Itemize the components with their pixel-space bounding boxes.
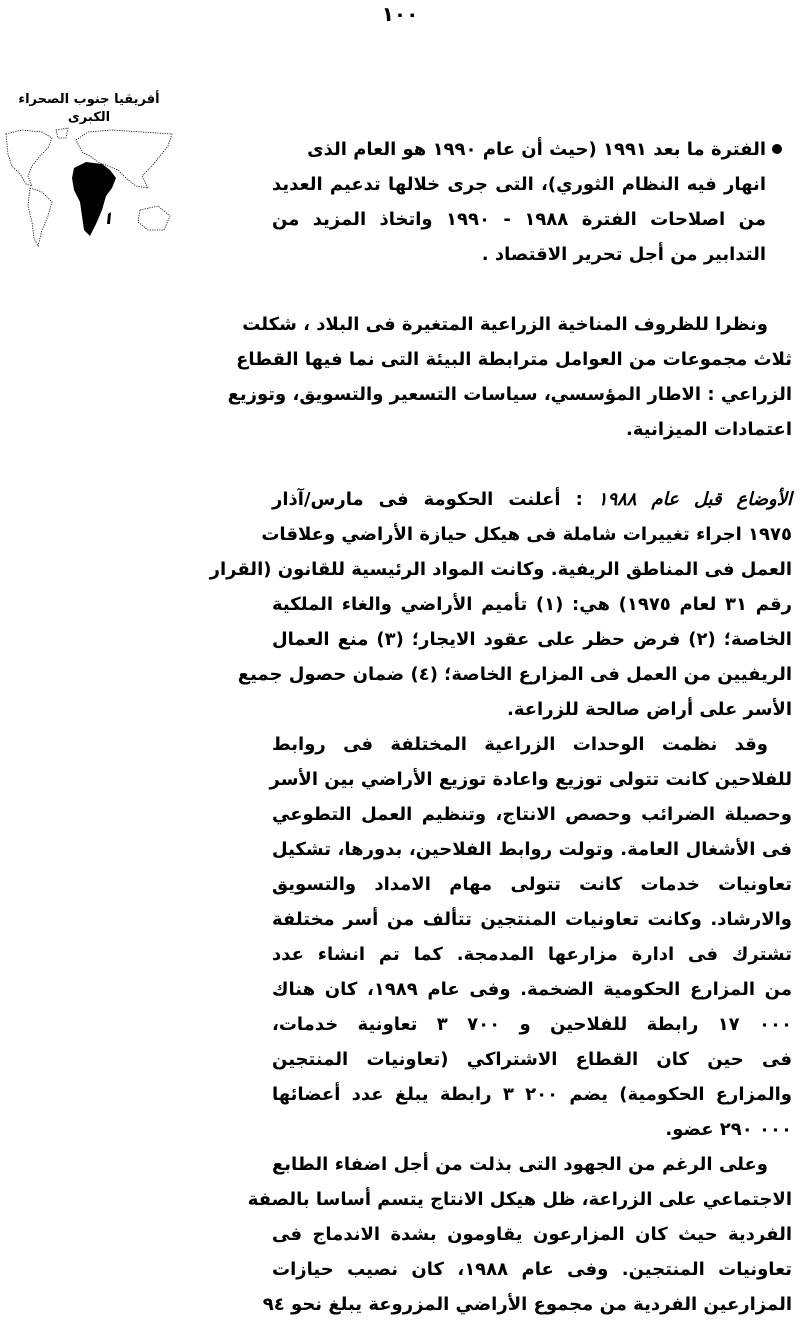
bullet-text-line: [272, 132, 766, 167]
paragraph-text-line: من المزارع الحكومية الضخمة. وفى عام ١٩٨٩، كان هناك: [272, 979, 793, 1000]
greenland-outline: [56, 128, 68, 138]
paragraph-text-line: والمزارع الحكومية) يضم ٢٠٠ ٣ رابطة يبلغ عدد أعضائها: [272, 1084, 792, 1105]
paragraph-text-line: ١٩٧٥ اجراء تغييرات شاملة فى هيكل حيازة الأراضي وعلاقات: [261, 524, 792, 545]
paragraph-text-line: وعلى الرغم من الجهود التى بذلت من أجل اضفاء الطابع: [272, 1154, 768, 1175]
paragraph-text-line: ٠٠٠ ٢٩٠ عضو.: [665, 1119, 792, 1140]
paragraph-text-line: الخاصة؛ (٢) فرض حظر على عقود الايجار؛ (٣) منع العمال: [272, 629, 792, 650]
paragraph-text-line: للفلاحين كانت تتولى توزيع واعادة توزيع الأراضي بين الأسر: [269, 769, 792, 790]
sidebar-caption: أفريقيا جنوب الصحراء: [18, 92, 160, 107]
paragraph-text-line: الأسر على أراض صالحة للزراعة.: [507, 699, 792, 720]
paragraph-text-line: الفردية حيث كان المزارعون يقاومون بشدة الاندماج فى: [272, 1224, 792, 1245]
bullet-icon: [772, 144, 782, 154]
paragraph-text-line: ونظرا للظروف المناخية الزراعية المتغيرة فى البلاد ، شكلت: [242, 314, 768, 335]
paragraph-text-line: فى حين كان القطاع الاشتراكي (تعاونيات المنتجين: [272, 1049, 792, 1070]
paragraph-gap: [272, 272, 792, 307]
africa-highlighted: [72, 162, 116, 236]
main-text: [209, 132, 793, 1322]
paragraph-text-line: الاجتماعي على الزراعة، ظل هيكل الانتاج يتسم أساسا بالصفة: [247, 1189, 792, 1210]
paragraph-text-line: المزارعين الفردية من مجموع الأراضي المزروعة يبلغ نحو ٩٤: [262, 1294, 792, 1315]
paragraph-text-line: وقد نظمت الوحدات الزراعية المختلفة فى روابط: [272, 734, 768, 755]
bullet-text-line: التدابير من أجل تحرير الاقتصاد .: [481, 244, 766, 265]
paragraph-text-line: ٠٠٠ ١٧ رابطة للفلاحين و ٧٠٠ ٣ تعاونية خدمات،: [272, 1014, 792, 1035]
paragraph-text-line: الزراعي : الاطار المؤسسي، سياسات التسعير والتسويق، وتوزيع: [227, 384, 792, 405]
section-heading-line: [272, 482, 792, 517]
paragraph-text-line: الريفيين من العمل فى المزارع الخاصة؛ (٤) ضمان حصول جميع: [237, 664, 792, 685]
bullet-text-line: من اصلاحات الفترة ١٩٨٨ - ١٩٩٠ واتخاذ المزيد من: [272, 209, 766, 230]
paragraph-text-line: فى الأشغال العامة. وتولت روابط الفلاحين، بدورها، تشكيل: [272, 839, 792, 860]
bullet-text-line: انهار فيه النظام الثوري)، التى جرى خلالها تدعيم العديد: [272, 174, 766, 195]
south-america-outline: [28, 188, 52, 246]
section-text: : أعلنت الحكومة فى مارس/آذار: [272, 489, 598, 510]
madagascar: [107, 212, 111, 224]
paragraph-text-line: تشترك فى ادارة مزارعها المدمجة. كما تم انشاء عدد: [272, 944, 792, 965]
paragraph-text-line: العمل فى المناطق الريفية. وكانت المواد الرئيسية للقانون (القرار: [209, 559, 792, 580]
paragraph-text-line: تعاونيات خدمات كانت تتولى مهام الامداد والتسويق: [272, 874, 792, 895]
paragraph-text-line: والارشاد. وكانت تعاونيات المنتجين تتألف من أسر مختلفة: [272, 909, 792, 930]
paragraph-text-line: وحصيلة الضرائب وحصص الانتاج، وتنظيم العمل التطوعي: [272, 804, 792, 825]
page-number: ١٠٠: [381, 2, 419, 26]
world-map-icon: [2, 126, 178, 250]
section-title: الأوضاع قبل عام ١٩٨٨: [597, 489, 792, 510]
sidebar-caption-line2: الكبرى: [67, 110, 111, 125]
paragraph-text-line: ثلاث مجموعات من العوامل مترابطة البيئة التى نما فيها القطاع: [236, 349, 792, 370]
paragraph-text-line: اعتمادات الميزانية.: [626, 419, 792, 440]
bullet-text-line: الفترة ما بعد ١٩٩١ (حيث أن عام ١٩٩٠ هو العام الذى: [307, 139, 766, 160]
paragraph-text-line: رقم ٣١ لعام ١٩٧٥) هي: (١) تأميم الأراضي والغاء الملكية: [272, 594, 792, 615]
paragraph-text-line: تعاونيات المنتجين. وفى عام ١٩٨٨، كان نصيب حيازات: [272, 1259, 792, 1280]
north-america-outline: [6, 130, 52, 186]
australia-outline: [138, 206, 170, 230]
paragraph-gap: [272, 447, 792, 482]
